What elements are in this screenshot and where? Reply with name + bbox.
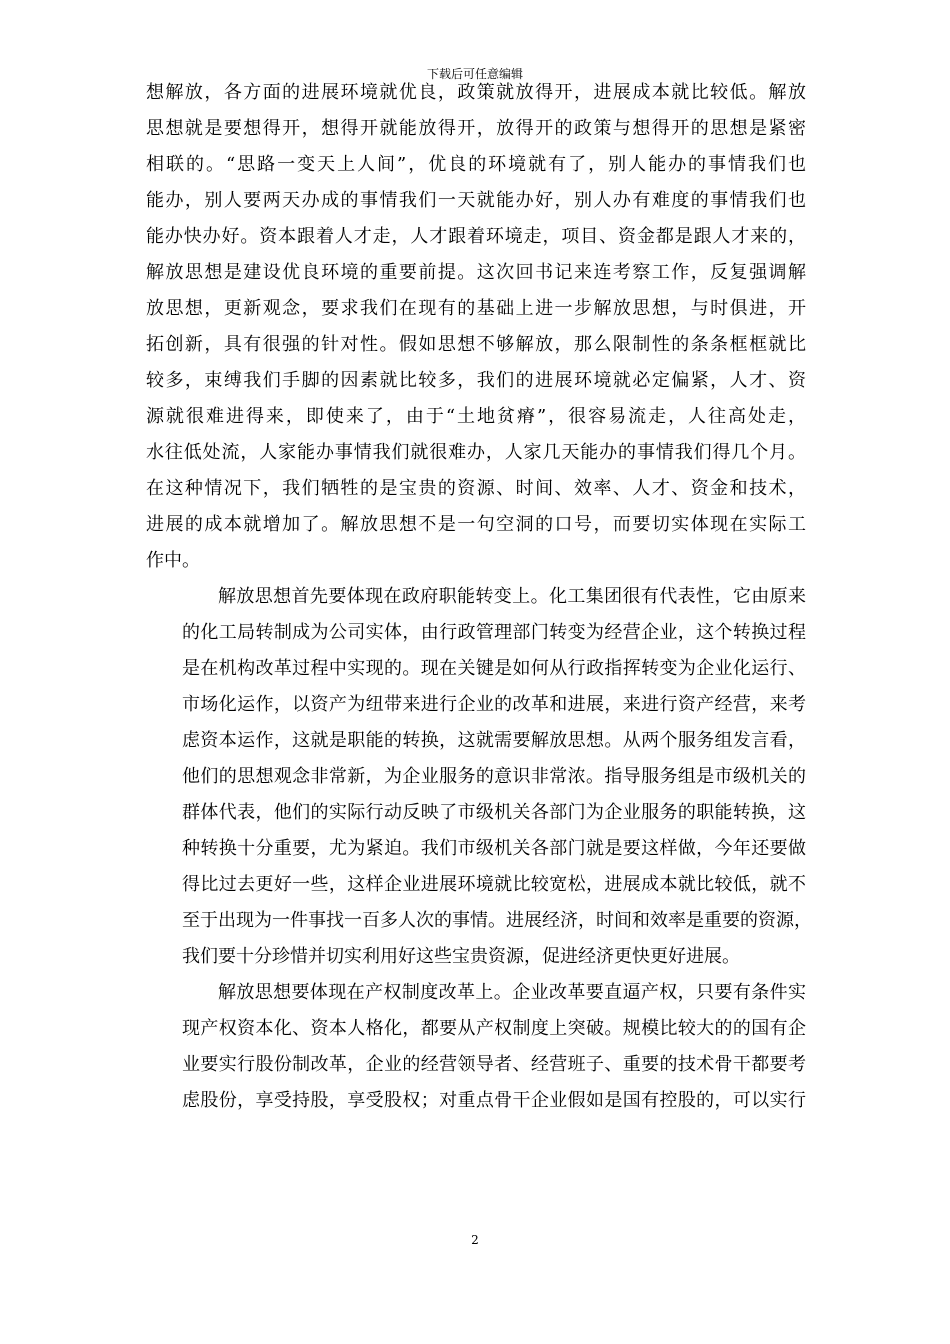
text-line: 得比过去更好一些，这样企业进展环境就比较宽松，进展成本就比较低，就不 [182, 874, 806, 895]
text-line: 较多，束缚我们手脚的因素就比较多，我们的进展环境就必定偏紧，人才、资 [146, 370, 806, 391]
text-line: 业要实行股份制改革，企业的经营领导者、经营班子、重要的技术骨干都要考 [182, 1054, 806, 1075]
text-line: 能办快办好。资本跟着人才走，人才跟着环境走，项目、资金都是跟人才来的， [146, 226, 806, 247]
text-line: 虑资本运作，这就是职能的转换，这就需要解放思想。从两个服务组发言看， [182, 730, 806, 751]
text-line: 群体代表，他们的实际行动反映了市级机关各部门为企业服务的职能转换，这 [182, 802, 806, 823]
text-line: 思想就是要想得开，想得开就能放得开，放得开的政策与想得开的思想是紧密 [146, 118, 806, 139]
text-line: 我们要十分珍惜并切实利用好这些宝贵资源，促进经济更快更好进展。 [182, 946, 740, 967]
text-line: 解放思想要体现在产权制度改革上。企业改革要直逼产权，只要有条件实 [218, 982, 806, 1003]
text-line: 至于出现为一件事找一百多人次的事情。进展经济，时间和效率是重要的资源， [182, 910, 812, 931]
paragraph-3 [146, 975, 806, 1119]
text-line: 解放思想是建设优良环境的重要前提。这次回书记来连考察工作，反复强调解 [146, 262, 806, 283]
text-line: 相联的。“思路一变天上人间”，优良的环境就有了，别人能办的事情我们也 [146, 154, 806, 175]
text-line: 放思想，更新观念，要求我们在现有的基础上进一步解放思想，与时俱进，开 [146, 298, 806, 319]
paragraph-1 [146, 75, 806, 579]
text-line: 在这种情况下，我们牺牲的是宝贵的资源、时间、效率、人才、资金和技术， [146, 478, 806, 499]
text-line: 作中。 [146, 550, 200, 571]
text-line: 种转换十分重要，尤为紧迫。我们市级机关各部门就是要这样做，今年还要做 [182, 838, 806, 859]
text-line: 市场化运作，以资产为纽带来进行企业的改革和进展，来进行资产经营，来考 [182, 694, 806, 715]
text-line: 拓创新，具有很强的针对性。假如思想不够解放，那么限制性的条条框框就比 [146, 334, 806, 355]
page-number: 2 [471, 1233, 479, 1247]
text-line: 的化工局转制成为公司实体，由行政管理部门转变为经营企业，这个转换过程 [182, 622, 806, 643]
body-text [146, 75, 812, 1119]
paragraph-2 [146, 579, 812, 975]
text-line: 水往低处流，人家能办事情我们就很难办，人家几天能办的事情我们得几个月。 [146, 442, 806, 463]
text-line: 现产权资本化、资本人格化，都要从产权制度上突破。规模比较大的的国有企 [182, 1018, 806, 1039]
text-line: 虑股份，享受持股，享受股权；对重点骨干企业假如是国有控股的，可以实行 [182, 1090, 806, 1111]
text-line: 想解放，各方面的进展环境就优良，政策就放得开，进展成本就比较低。解放 [146, 82, 806, 103]
text-line: 是在机构改革过程中实现的。现在关键是如何从行政指挥转变为企业化运行、 [182, 658, 806, 679]
text-line: 他们的思想观念非常新，为企业服务的意识非常浓。指导服务组是市级机关的 [182, 766, 806, 787]
text-line: 解放思想首先要体现在政府职能转变上。化工集团很有代表性，它由原来 [218, 586, 806, 607]
text-line: 进展的成本就增加了。解放思想不是一句空洞的口号，而要切实体现在实际工 [146, 514, 806, 535]
page-header: 下载后可任意编辑 [426, 67, 523, 81]
text-line: 源就很难进得来，即使来了，由于“土地贫瘠”，很容易流走，人往高处走， [146, 406, 806, 427]
text-line: 能办，别人要两天办成的事情我们一天就能办好，别人办有难度的事情我们也 [146, 190, 806, 211]
